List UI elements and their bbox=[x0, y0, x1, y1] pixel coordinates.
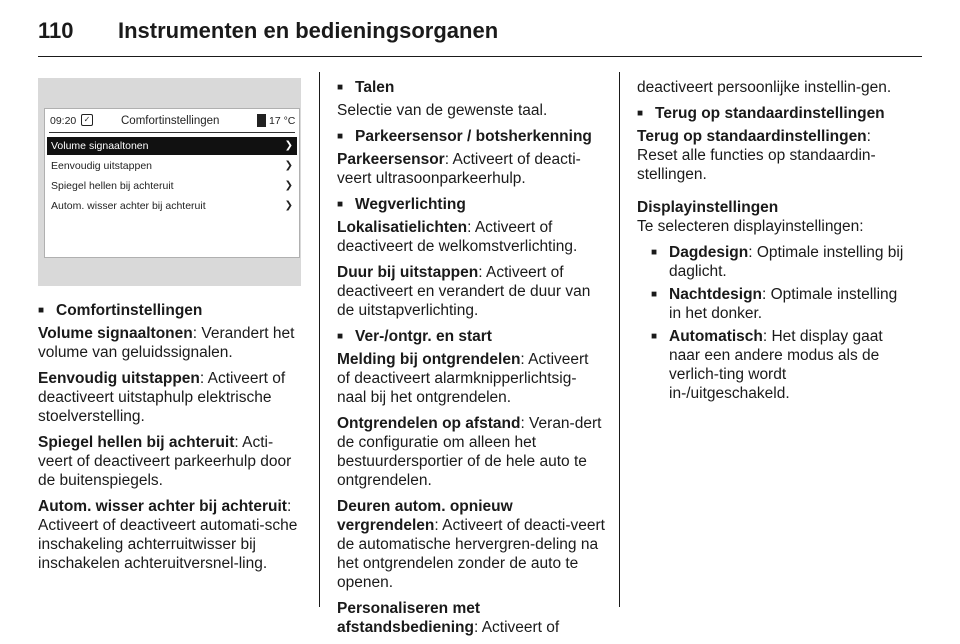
display-temperature: 17 °C bbox=[269, 115, 296, 127]
bullet-nachtdesign bbox=[651, 285, 907, 323]
paragraph: Te selecteren displayinstellingen: bbox=[637, 218, 864, 235]
paragraph bbox=[637, 127, 907, 184]
section-heading: Displayinstellingen bbox=[637, 199, 779, 216]
paragraph bbox=[337, 414, 605, 490]
description: : Optimale instelling bij daglicht. bbox=[669, 244, 904, 280]
description: : Verandert het volume van geluidssignalen. bbox=[38, 325, 295, 361]
paragraph bbox=[337, 218, 605, 256]
chevron-right-icon: ❯ bbox=[284, 140, 293, 151]
column-2 bbox=[337, 78, 605, 644]
paragraph bbox=[38, 433, 304, 490]
paragraph bbox=[337, 350, 605, 407]
term: Autom. wisser achter bij achteruit bbox=[38, 498, 287, 515]
display-menu-item bbox=[47, 157, 297, 175]
chevron-right-icon: ❯ bbox=[284, 180, 293, 191]
bullet-comfortinstellingen: ■ Comfortinstellingen bbox=[38, 301, 304, 320]
bullet-dagdesign bbox=[651, 243, 907, 281]
description: : Acti-veert of deactiveert parkeerhulp door de buitenspiegels. bbox=[38, 434, 292, 489]
bullet-parkeersensor: ■ Parkeersensor / botsherkenning bbox=[337, 127, 605, 146]
display-menu-item bbox=[47, 197, 297, 215]
term: Volume signaaltonen bbox=[38, 325, 193, 342]
header-divider bbox=[38, 56, 922, 57]
bullet-wegverlichting: ■ Wegverlichting bbox=[337, 195, 605, 214]
description: : Activeert of deacti-veert de automatische hervergren-deling na het ontgrendelen zonder de auto te openen. bbox=[337, 517, 605, 591]
term: Deuren autom. opnieuw vergrendelen bbox=[337, 498, 513, 534]
paragraph bbox=[337, 497, 605, 592]
term: Personaliseren met afstandsbediening bbox=[337, 600, 481, 636]
display-menu-label: Spiegel hellen bij achteruit bbox=[51, 180, 174, 192]
term: Automatisch bbox=[669, 328, 763, 345]
page-header bbox=[38, 18, 922, 48]
term: Dagdesign bbox=[669, 244, 749, 261]
column-divider-1 bbox=[319, 72, 320, 607]
description: : Activeert of deacti-veert ultrasoonparkeerhulp. bbox=[337, 151, 581, 187]
display-time: 09:20 bbox=[50, 115, 77, 127]
term: Duur bij uitstappen bbox=[337, 264, 479, 281]
term: Spiegel hellen bij achteruit bbox=[38, 434, 235, 451]
settings-menu-icon: ✓ bbox=[81, 114, 93, 126]
bullet-ver-ontgr: ■ Ver-/ontgr. en start bbox=[337, 327, 605, 346]
bullet-automatisch bbox=[651, 327, 907, 403]
display-menu-item bbox=[47, 177, 297, 195]
paragraph bbox=[337, 150, 605, 188]
description: : Activeert of bbox=[473, 619, 560, 636]
description: : Activeert of deactiveert en verandert de duur van de uitstapverlichting. bbox=[337, 264, 591, 319]
display-status-bar bbox=[45, 109, 299, 133]
description: : Reset alle functies op standaardin-stellingen. bbox=[637, 128, 876, 183]
paragraph bbox=[38, 324, 304, 362]
paragraph bbox=[337, 263, 605, 320]
description: : Activeert of deactiveert automati-sche inschakeling achterruitwisser bij inschakelen achteruitversnel-ling. bbox=[38, 498, 298, 572]
display-menu-item bbox=[47, 137, 297, 155]
display-illustration bbox=[44, 108, 300, 258]
column-3 bbox=[637, 78, 907, 407]
term: Parkeersensor bbox=[337, 151, 445, 168]
paragraph: deactiveert persoonlijke instellin-gen. bbox=[637, 79, 892, 96]
description: : Activeert of deactiveert uitstaphulp elektrische stoelverstelling. bbox=[38, 370, 286, 425]
chevron-right-icon: ❯ bbox=[284, 160, 293, 171]
column-divider-2 bbox=[619, 72, 620, 607]
display-divider bbox=[49, 132, 295, 133]
display-menu-label: Autom. wisser achter bij achteruit bbox=[51, 200, 206, 212]
display-title: Comfortinstellingen bbox=[121, 115, 220, 127]
description: : Activeert of deactiveert alarmknipperlichtsig-naal bij het ontgrendelen. bbox=[337, 351, 589, 406]
term: Eenvoudig uitstappen bbox=[38, 370, 200, 387]
term: Lokalisatielichten bbox=[337, 219, 468, 236]
description: : Het display gaat naar een andere modus als de verlich-ting wordt in-/uitgeschakeld. bbox=[669, 328, 883, 402]
bullet-terug-standaard: ■ Terug op standaardinstellingen bbox=[637, 104, 907, 123]
display-menu-label: Eenvoudig uitstappen bbox=[51, 160, 152, 172]
bullet-talen: ■ Talen bbox=[337, 78, 605, 97]
thermometer-icon bbox=[257, 114, 266, 127]
term: Terug op standaardinstellingen bbox=[637, 128, 867, 145]
page-number: 110 bbox=[38, 18, 74, 43]
description: : Veran-dert de configuratie om alleen het bestuurdersportier of de hele auto te ontgrendelen. bbox=[337, 415, 602, 489]
chevron-right-icon: ❯ bbox=[284, 200, 293, 211]
description: : Optimale instelling in het donker. bbox=[669, 286, 898, 322]
term: Ontgrendelen op afstand bbox=[337, 415, 521, 432]
description: : Activeert of deactiveert de welkomstverlichting. bbox=[337, 219, 578, 255]
term: Nachtdesign bbox=[669, 286, 763, 303]
column-1 bbox=[38, 301, 304, 580]
paragraph bbox=[38, 369, 304, 426]
paragraph: Selectie van de gewenste taal. bbox=[337, 102, 548, 119]
display-menu-label: Volume signaaltonen bbox=[51, 140, 149, 152]
paragraph bbox=[337, 599, 605, 637]
page-title: Instrumenten en bedieningsorganen bbox=[118, 18, 499, 43]
term: Melding bij ontgrendelen bbox=[337, 351, 521, 368]
paragraph bbox=[38, 497, 304, 573]
